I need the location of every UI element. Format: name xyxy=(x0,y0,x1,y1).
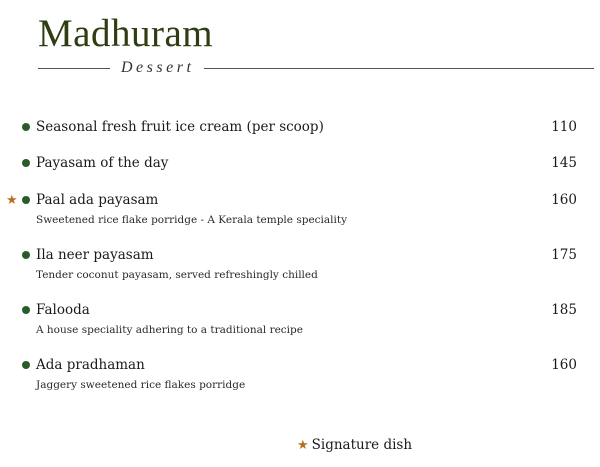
item-description: A house speciality adhering to a traditional recipe xyxy=(36,324,303,336)
divider-left xyxy=(38,68,110,69)
bullet-icon xyxy=(22,361,30,369)
item-price: 185 xyxy=(551,302,577,318)
signature-legend xyxy=(297,436,412,454)
divider-right xyxy=(204,68,594,69)
star-icon: ★ xyxy=(297,438,309,453)
item-name: Ada pradhaman xyxy=(36,357,145,373)
legend-label: Signature dish xyxy=(311,437,413,453)
bullet-icon xyxy=(22,123,30,131)
star-icon: ★ xyxy=(6,193,18,208)
item-name: Paal ada payasam xyxy=(36,192,159,208)
item-name: Falooda xyxy=(36,302,90,318)
section-name: Dessert xyxy=(121,59,195,76)
bullet-icon xyxy=(22,251,30,259)
item-name: Seasonal fresh fruit ice cream (per scoop) xyxy=(36,119,324,135)
bullet-icon xyxy=(22,306,30,314)
item-description: Tender coconut payasam, served refreshingly chilled xyxy=(36,269,318,281)
bullet-icon xyxy=(22,159,30,167)
menu-title: Madhuram xyxy=(38,12,214,55)
item-price: 110 xyxy=(551,119,577,135)
section-header xyxy=(38,58,594,78)
item-description: Sweetened rice flake porridge - A Kerala temple speciality xyxy=(36,214,348,226)
item-note: (per scoop) xyxy=(246,119,324,135)
item-price: 160 xyxy=(551,192,577,208)
bullet-icon xyxy=(22,196,30,204)
item-name: Ila neer payasam xyxy=(36,247,154,263)
item-price: 145 xyxy=(551,155,577,171)
item-name: Payasam of the day xyxy=(36,155,169,171)
item-description: Jaggery sweetened rice flakes porridge xyxy=(36,379,246,391)
item-price: 160 xyxy=(551,357,577,373)
item-price: 175 xyxy=(551,247,577,263)
